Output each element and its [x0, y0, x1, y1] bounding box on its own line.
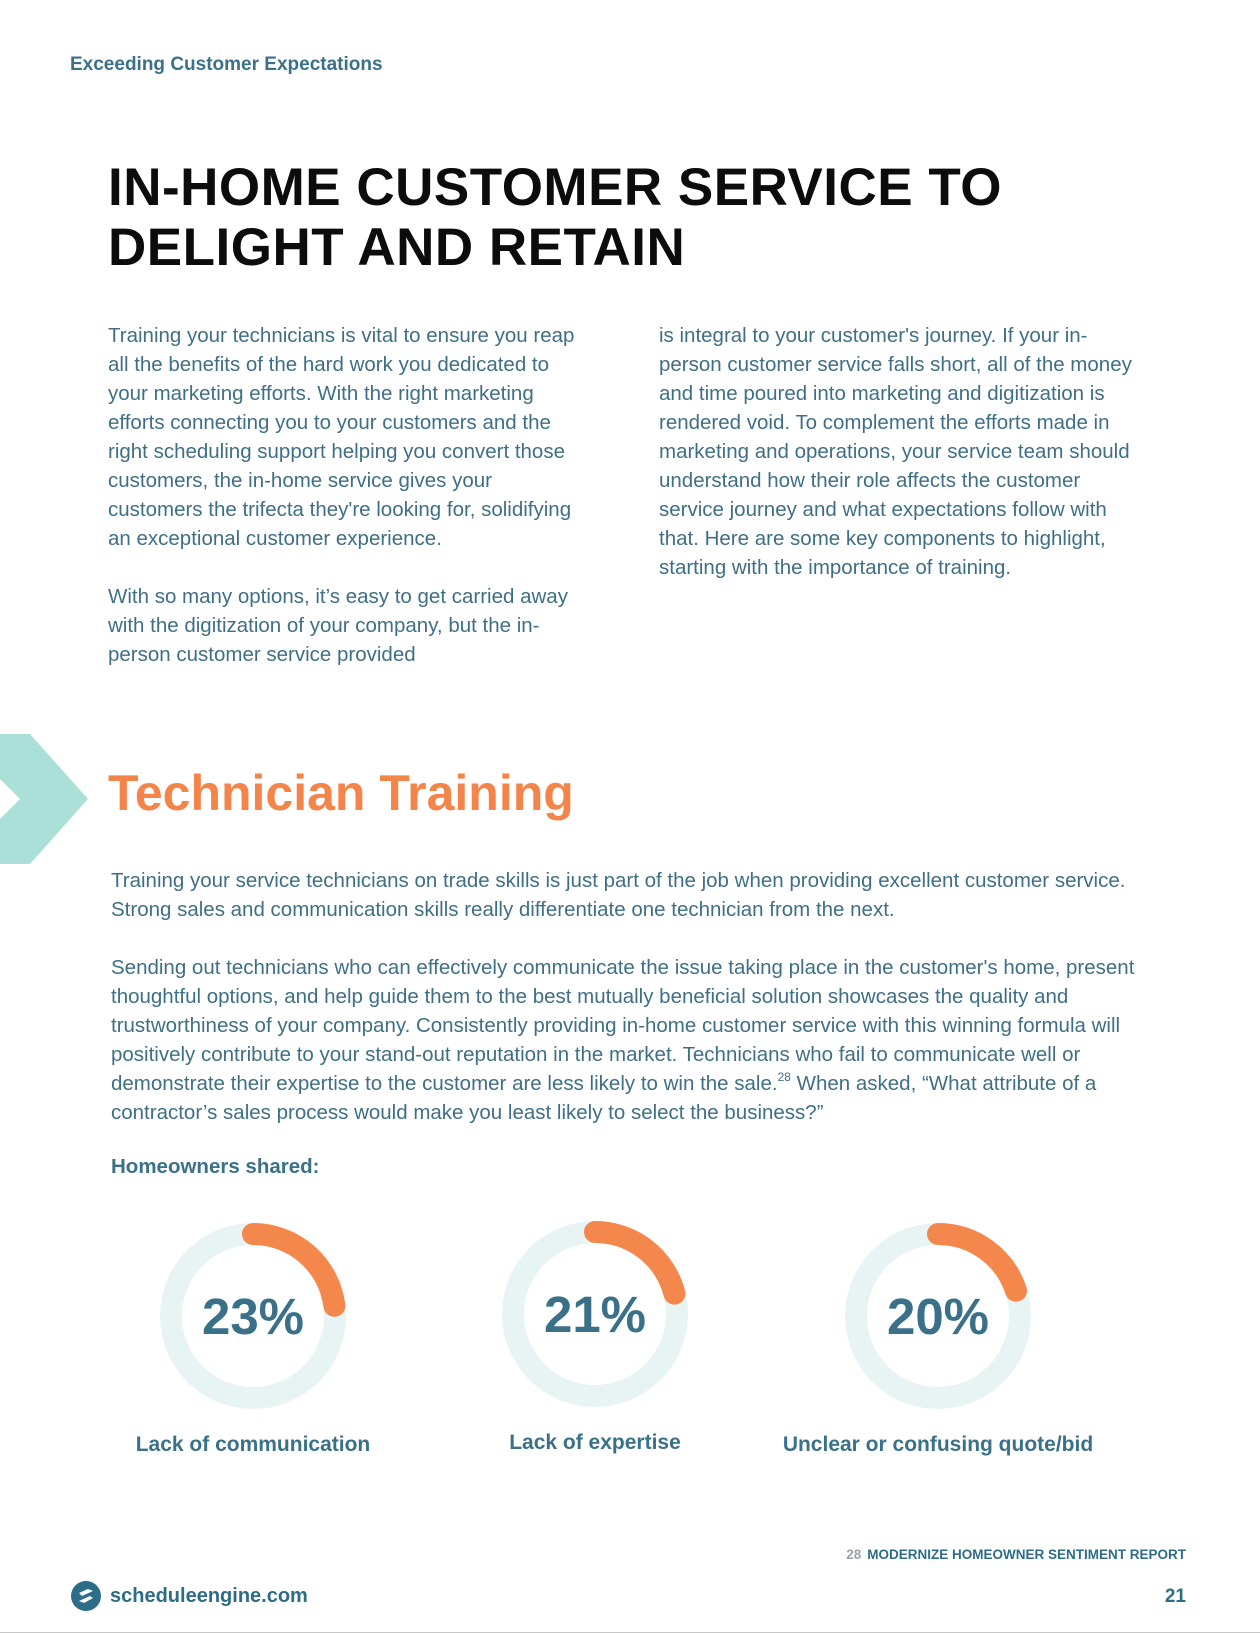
donut-chart: [843, 1221, 1033, 1411]
footnote-reference: 28: [777, 1070, 791, 1084]
intro-paragraph-1: Training your technicians is vital to ensure you reap all the benefits of the hard work you dedicated to your marketing efforts. With the right marketing efforts connecting you to your customers and the right scheduling support helping you convert those customers, the in-home service gives your customers the trifecta they're looking for, solidifying an exceptional customer experience.: [108, 324, 575, 550]
footer-site: scheduleengine.com: [110, 1584, 308, 1607]
donut-value: 21%: [543, 1285, 647, 1343]
homeowners-shared-label: Homeowners shared:: [111, 1155, 320, 1178]
page-title-line-2: DELIGHT AND RETAIN: [108, 218, 686, 277]
section-paragraph-2: [111, 953, 1171, 1127]
donut-label: Lack of expertise: [509, 1431, 681, 1454]
section-title: Technician Training: [108, 765, 574, 821]
donut-chart: [500, 1219, 690, 1409]
schedule-engine-logo-icon: [70, 1580, 102, 1612]
donut-value: 23%: [201, 1287, 305, 1345]
donut-label: Unclear or confusing quote/bid: [782, 1433, 1094, 1456]
page-title-line-1: IN-HOME CUSTOMER SERVICE TO: [108, 158, 1003, 217]
chevron-right-icon: [0, 734, 90, 864]
running-header: Exceeding Customer Expectations: [70, 54, 383, 75]
section-paragraph-1: Training your service technicians on trade skills is just part of the job when providing excellent customer service. Strong sales and communication skills really differentiate one technician from the next.: [111, 869, 1126, 921]
page-number: 21: [1164, 1586, 1186, 1607]
footnote-number: 28: [846, 1547, 862, 1562]
intro-column-right: [659, 321, 1139, 582]
footnote: [846, 1547, 1186, 1562]
intro-column-left: [108, 321, 578, 669]
section-paragraph-2-question: When asked, “What attribute of a contractor’s sales process would make you least likely to select the business?”: [111, 1072, 1097, 1124]
intro-paragraph-3: is integral to your customer's journey. If your in-person customer service falls short, all of the money and time poured into marketing and digitization is rendered void. To complement the efforts made in marketing and operations, your service team should understand how their role affects the customer service journey and what expectations follow with that. Here are some key components to highlight, starting with the importance of training.: [659, 324, 1132, 579]
footnote-text: MODERNIZE HOMEOWNER SENTIMENT REPORT: [867, 1547, 1186, 1562]
footer-brand: [70, 1580, 308, 1612]
donut-value: 20%: [886, 1287, 990, 1345]
donut-label: Lack of communication: [135, 1433, 371, 1456]
bottom-rule: [0, 1632, 1260, 1633]
section-body: [111, 866, 1171, 1156]
section-paragraph-2-text: Sending out technicians who can effectively communicate the issue taking place in the customer's home, present thoughtful options, and help guide them to the best mutually beneficial solution showcases the quality and trustworthiness of your company. Consistently providing in-home customer service with this winning formula will positively contribute to your stand-out reputation in the market. Technicians who fail to communicate well or demonstrate their expertise to the customer are less likely to win the sale.: [111, 956, 1135, 1095]
page-title: [108, 158, 1108, 278]
donut-chart: [158, 1221, 348, 1411]
intro-paragraph-2: With so many options, it’s easy to get carried away with the digitization of your company, but the in-person customer service provided: [108, 585, 568, 666]
